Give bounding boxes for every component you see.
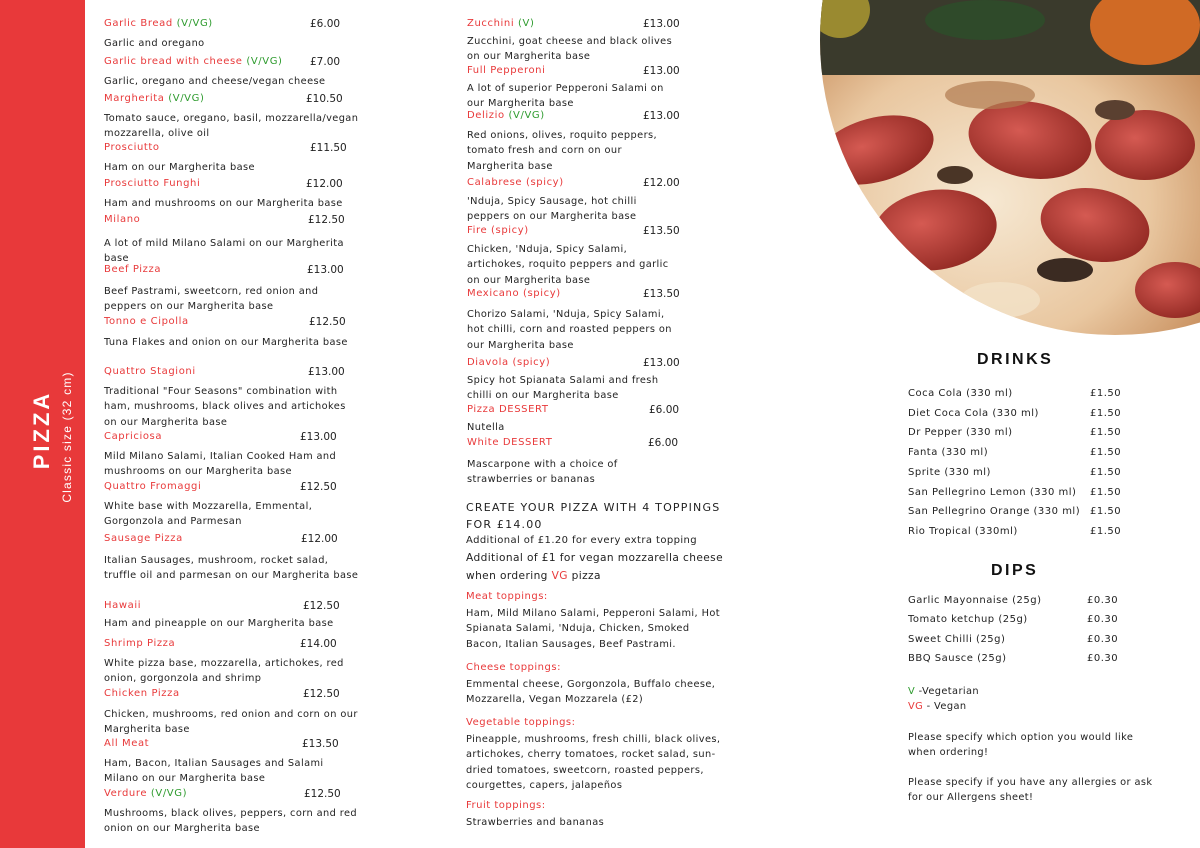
item-name [104,214,140,225]
item-description: Red onions, olives, roquito peppers, tomato fresh and corn on our Margherita base [467,130,658,172]
item-price: £6.00 [649,404,680,416]
drink-name: Fanta (330 ml) [908,447,989,459]
item-description: White base with Mozzarella, Emmental, Gorgonzola and Parmesan [104,501,313,528]
item-name [104,93,204,104]
diet-tag: (V/VG) [150,788,188,799]
item-price: £13.00 [308,366,345,378]
item-name-text: Prosciutto [104,142,160,153]
item-name-text: All Meat [104,738,150,749]
item-price: £13.00 [300,431,337,443]
item-price: £12.50 [303,600,340,612]
item-price: £12.00 [643,177,680,189]
item-description: Mushrooms, black olives, peppers, corn and red onion on our Margherita base [104,808,357,835]
item-name [104,431,162,442]
item-name-text: White DESSERT [467,437,553,448]
dip-name: Sweet Chilli (25g) [908,633,1006,645]
drink-price: £1.50 [1090,486,1122,498]
item-name [104,142,160,153]
item-description: Garlic and oregano [104,38,205,49]
topping-list-text: Strawberries and bananas [466,817,605,828]
item-name [104,56,283,67]
item-name-text: Zucchini [467,18,518,29]
item-name [104,316,189,327]
item-name-text: Margherita [104,93,169,104]
item-name-text: Garlic Bread [104,18,177,29]
dip-name: Tomato ketchup (25g) [908,614,1028,626]
item-name [104,688,180,699]
item-price: £12.00 [301,533,338,545]
item-name [104,600,141,611]
item-name-text: Milano [104,214,141,225]
diet-tag: (V/VG) [176,18,213,29]
topping-list-text: Emmental cheese, Gorgonzola, Buffalo cheese, Mozzarella, Vegan Mozzarela (£2) [466,679,716,706]
item-name-text: Sausage Pizza [104,533,183,544]
item-name-text: Verdure [104,788,151,799]
item-price: £12.50 [300,481,337,493]
item-name-text: Garlic bread with cheese [104,56,247,67]
option-note: Please specify which option you would like when ordering! [908,732,1134,758]
item-name [467,110,545,121]
dip-price: £0.30 [1087,595,1119,606]
item-price: £14.00 [300,638,337,650]
drink-name: Sprite (330 ml) [908,466,991,478]
item-price: £11.50 [310,142,347,154]
create-pizza-extras [466,533,766,585]
item-price: £12.50 [303,688,340,700]
topping-list-text: Pineapple, mushrooms, fresh chilli, black olives, artichokes, cherry tomatoes, rocket salad, sun-dried tomatoes, sweetcorn, roasted peppers, courgettes, capers, jalapeños [466,734,721,791]
topping-list-text: Ham, Mild Milano Salami, Pepperoni Salami, Hot Spianata Salami, 'Nduja, Chicken, Smoked Bacon, Italian Sausages, Beef Pastrami. [466,608,720,650]
legend-vegan: VG - Vegan [908,701,967,712]
item-name-text: Quattro Fromaggi [104,481,202,492]
extra-topping-note: Additional of £1.20 for every extra topping [466,535,697,546]
item-name [104,18,213,29]
vegan-cheese-note-line2: when ordering VG pizza [466,570,601,582]
item-description: Beef Pastrami, sweetcorn, red onion and peppers on our Margherita base [104,286,319,313]
pizza-image [815,0,1200,335]
item-description: A lot of superior Pepperoni Salami on our Margherita base [467,83,664,110]
dip-name: BBQ Sausce (25g) [908,652,1007,664]
topping-heading: Cheese toppings: [466,662,561,673]
item-description: Ham, Bacon, Italian Sausages and Salami Milano on our Margherita base [104,758,324,785]
item-name [104,533,183,544]
item-name-text: Shrimp Pizza [104,638,176,649]
item-description: Mild Milano Salami, Italian Cooked Ham and mushrooms on our Margherita base [104,451,337,478]
drink-name: Rio Tropical (330ml) [908,525,1018,537]
dip-price: £0.30 [1087,614,1119,626]
item-name-text: Calabrese (spicy) [467,177,564,188]
item-price: £13.00 [643,357,680,369]
item-name-text: Diavola (spicy) [467,357,551,368]
item-description: 'Nduja, Spicy Sausage, hot chilli peppers on our Margherita base [467,196,637,223]
item-name [467,357,550,368]
item-description: Chorizo Salami, 'Nduja, Spicy Salami, hot chilli, corn and roasted peppers on our Margherita base [467,309,672,351]
allergens-note: Please specify if you have any allergies or ask for our Allergens sheet! [908,777,1153,803]
item-description: White pizza base, mozzarella, artichokes, red onion, gorgonzola and shrimp [104,658,344,685]
item-price: £12.50 [304,788,341,800]
item-name [104,638,175,649]
drink-name: San Pellegrino Lemon (330 ml) [908,486,1077,498]
item-name-text: Pizza DESSERT [467,404,549,415]
item-name [104,738,149,749]
item-price: £13.50 [643,225,680,237]
item-name-text: Fire (spicy) [467,225,529,236]
item-price: £13.00 [307,264,344,276]
create-pizza-title-line2: FOR £14.00 [466,518,543,531]
drink-price: £1.50 [1090,427,1122,439]
topping-heading: Vegetable toppings: [466,717,576,728]
item-description: Chicken, mushrooms, red onion and corn on our Margherita base [104,709,358,736]
item-name-text: Tonno e Cipolla [104,316,189,327]
item-name [467,225,529,236]
item-name-text: Capriciosa [104,431,163,442]
section-subtitle: Classic size (32 cm) [60,371,74,503]
diet-tag: (V) [518,18,535,29]
drink-name: San Pellegrino Orange (330 ml) [908,506,1081,518]
item-name-text: Mexicano (spicy) [467,288,561,299]
item-price: £6.00 [648,437,679,449]
item-name [104,788,187,799]
drink-name: Dr Pepper (330 ml) [908,427,1013,439]
item-name-text: Prosciutto Funghi [104,178,201,189]
item-name-text: Hawaii [104,600,142,611]
topping-heading: Fruit toppings: [466,800,546,811]
item-description: Ham on our Margherita base [104,162,255,173]
item-name [467,18,534,29]
item-price: £13.50 [302,738,339,750]
item-description: Ham and mushrooms on our Margherita base [104,198,343,209]
item-name [104,264,161,275]
drink-name: Diet Coca Cola (330 ml) [908,407,1039,419]
diet-legend [908,684,1188,714]
create-pizza-heading [466,499,766,533]
pizza-photo [815,0,1200,335]
item-description: Tomato sauce, oregano, basil, mozzarella/vegan mozzarella, olive oil [104,113,359,140]
item-description: Garlic, oregano and cheese/vegan cheese [104,76,326,87]
diet-tag: (V/VG) [508,110,545,121]
item-name [467,65,545,76]
item-description: Traditional "Four Seasons" combination with ham, mushrooms, black olives and artichokes on our Margherita base [104,386,346,428]
item-name [467,404,549,415]
item-name [467,437,552,448]
section-title: PIZZA [29,390,54,470]
diet-tag: (V/VG) [168,93,205,104]
side-bar [0,0,85,848]
item-description: Italian Sausages, mushroom, rocket salad, truffle oil and parmesan on our Margherita base [104,555,359,582]
item-price: £6.00 [310,18,341,30]
item-price: £13.00 [643,18,680,30]
item-description: Spicy hot Spianata Salami and fresh chilli on our Margherita base [467,375,659,402]
item-price: £12.50 [308,214,345,226]
topping-heading: Meat toppings: [466,591,548,602]
item-price: £7.00 [310,56,341,68]
item-name [467,288,561,299]
item-name-text: Beef Pizza [104,264,162,275]
dips-heading: DIPS [991,562,1039,579]
item-price: £10.50 [306,93,343,105]
create-pizza-title-line1: CREATE YOUR PIZZA WITH 4 TOPPINGS [466,501,721,514]
diet-tag: (V/VG) [246,56,283,67]
drink-price: £1.50 [1090,506,1122,518]
item-name [104,366,196,377]
item-price: £13.00 [643,65,680,77]
item-name [104,481,201,492]
drink-price: £1.50 [1090,466,1122,478]
item-price: £12.00 [306,178,343,190]
item-description: Tuna Flakes and onion on our Margherita base [104,337,348,348]
item-price: £13.50 [643,288,680,300]
item-price: £13.00 [643,110,680,122]
drink-price: £1.50 [1090,407,1122,419]
item-price: £12.50 [309,316,346,328]
drink-price: £1.50 [1090,525,1122,537]
dip-name: Garlic Mayonnaise (25g) [908,595,1042,606]
item-name-text: Full Pepperoni [467,65,546,76]
drink-name: Coca Cola (330 ml) [908,388,1013,399]
item-name-text: Quattro Stagioni [104,366,196,377]
item-description: A lot of mild Milano Salami on our Margherita base [104,238,344,265]
drink-price: £1.50 [1090,447,1122,459]
dip-price: £0.30 [1087,652,1119,664]
item-name-text: Chicken Pizza [104,688,180,699]
item-name-text: Delizio [467,110,509,121]
drinks-heading: DRINKS [977,351,1054,368]
item-description: Ham and pineapple on our Margherita base [104,618,334,629]
drink-price: £1.50 [1090,388,1122,399]
item-description: Mascarpone with a choice of strawberries or bananas [467,459,618,486]
item-description: Chicken, 'Nduja, Spicy Salami, artichokes, roquito peppers and garlic on our Margherita base [467,244,669,286]
item-description: Nutella [467,422,505,433]
item-description: Zucchini, goat cheese and black olives on our Margherita base [467,36,673,63]
item-name [467,177,564,188]
dip-price: £0.30 [1087,633,1119,645]
item-name [104,178,200,189]
legend-vegetarian: V -Vegetarian [908,686,980,697]
vegan-cheese-note-line1: Additional of £1 for vegan mozzarella cheese [466,552,724,564]
